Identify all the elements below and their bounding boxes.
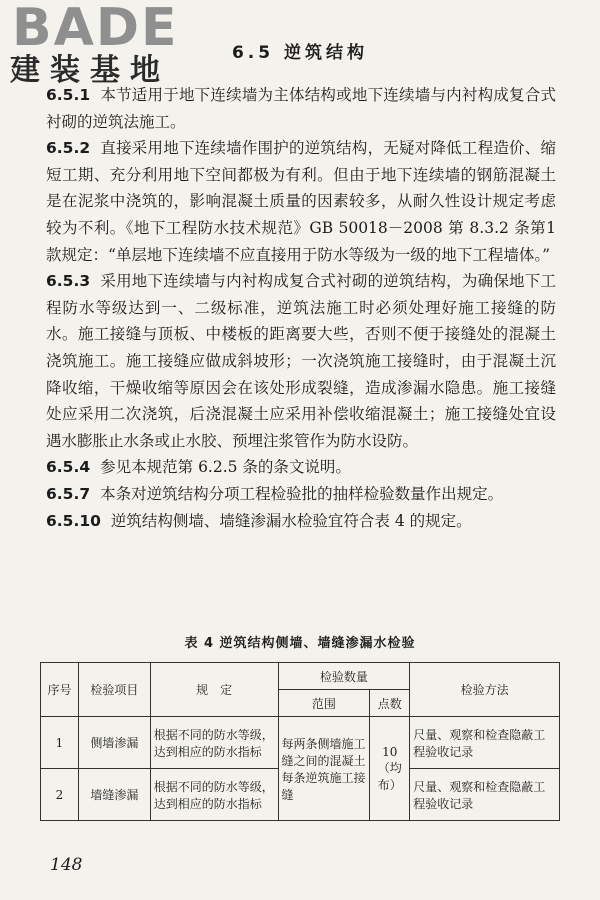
header-rule: 规 定 <box>150 663 278 717</box>
inspection-table <box>40 662 560 821</box>
clause-text: 逆筑结构侧墙、墙缝渗漏水检验宜符合表 4 的规定。 <box>110 511 472 530</box>
clause-text: 直接采用地下连续墙作围护的逆筑结构，无疑对降低工程造价、缩短工期、充分利用地下空间都极为有利。但由于地下连续墙的钢筋混凝土是在泥浆中浇筑的，影响混凝土质量的因素较多，从耐久性设计规定考虑较为不利。《地下工程防水技术规范》GB 50018－2008 第 8.3.2 条第1款规定：“单层地下连续墙不应直接用于防水等级为一级的地下工程墙体。” <box>46 139 556 264</box>
cell-item: 墙缝渗漏 <box>78 769 150 821</box>
clause-text: 本节适用于地下连续墙为主体结构或地下连续墙与内衬构成复合式衬砌的逆筑法施工。 <box>46 86 556 131</box>
cell-range: 每两条侧墙施工缝之间的混凝土每条逆筑施工接缝 <box>278 717 370 821</box>
cell-rule: 根据不同的防水等级，达到相应的防水指标 <box>150 717 278 769</box>
clause-6-5-7 <box>46 481 556 508</box>
clause-list <box>46 82 556 534</box>
header-quantity: 检验数量 <box>278 663 410 690</box>
table-row <box>41 717 560 769</box>
header-points: 点数 <box>370 690 410 717</box>
clause-text: 参见本规范第 6.2.5 条的条文说明。 <box>100 458 351 477</box>
page-number: 148 <box>50 855 83 875</box>
table-caption: 表 4 逆筑结构侧墙、墙缝渗漏水检验 <box>184 636 416 651</box>
section-title: 6.5 逆筑结构 <box>231 43 369 63</box>
table-header-row <box>41 663 560 690</box>
clause-text: 采用地下连续墙与内衬构成复合式衬砌的逆筑结构，为确保地下工程防水等级达到一、二级标准，逆筑法施工时必须处理好施工接缝的防水。施工接缝与顶板、中楼板的距离要大些，否则不便于接缝处的混凝土浇筑施工。施工接缝应做成斜坡形；一次浇筑施工接缝时，由于混凝土沉降收缩，干燥收缩等原因会在该处形成裂缝，造成渗漏水隐患。施工接缝处应采用二次浇筑，后浇混凝土应采用补偿收缩混凝土；施工接缝处宜设遇水膨胀止水条或止水胶、预埋注浆管作为防水设防。 <box>46 272 556 450</box>
cell-seq: 2 <box>41 769 79 821</box>
clause-6-5-2 <box>46 135 556 268</box>
header-seq: 序号 <box>41 663 79 717</box>
header-item: 检验项目 <box>78 663 150 717</box>
header-range: 范围 <box>278 690 370 717</box>
logo-wordmark: BADE <box>12 0 179 58</box>
clause-6-5-3 <box>46 268 556 454</box>
clause-number: 6.5.2 <box>46 139 91 158</box>
clause-6-5-10 <box>46 508 556 535</box>
clause-number: 6.5.4 <box>46 458 91 477</box>
clause-6-5-1 <box>46 82 556 135</box>
cell-rule: 根据不同的防水等级，达到相应的防水指标 <box>150 769 278 821</box>
cell-points: 10（均布） <box>370 717 410 821</box>
clause-number: 6.5.3 <box>46 272 91 291</box>
cell-item: 侧墙渗漏 <box>78 717 150 769</box>
logo-subtitle: 建装基地 <box>10 53 170 88</box>
clause-number: 6.5.1 <box>46 86 91 104</box>
clause-number: 6.5.7 <box>46 484 91 503</box>
clause-6-5-4 <box>46 454 556 481</box>
cell-method: 尺量、观察和检查隐蔽工程验收记录 <box>410 717 560 769</box>
cell-method: 尺量、观察和检查隐蔽工程验收记录 <box>410 769 560 821</box>
cell-seq: 1 <box>41 717 79 769</box>
clause-text: 本条对逆筑结构分项工程检验批的抽样检验数量作出规定。 <box>100 484 504 503</box>
header-method: 检验方法 <box>410 663 560 717</box>
clause-number: 6.5.10 <box>46 511 101 530</box>
